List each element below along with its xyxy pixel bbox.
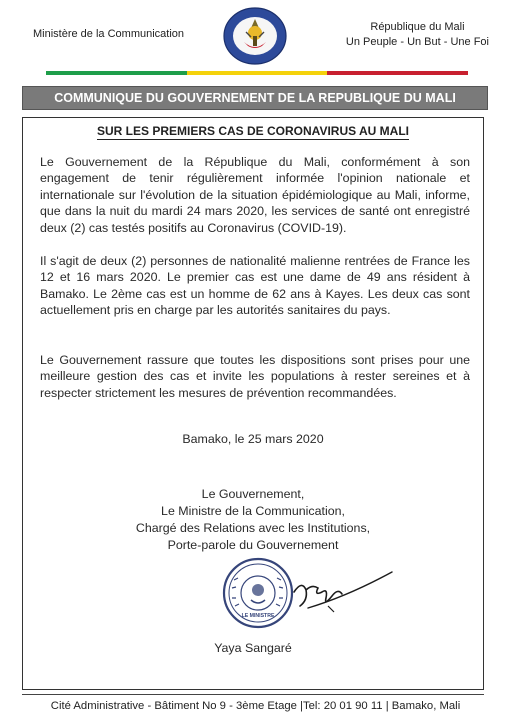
communique-subject	[23, 124, 483, 138]
paragraph-1: Le Gouvernement de la République du Mali, conformément à son engagement de tenir régulièrement informée l'opinion nationale et internationale sur l'évolution de la situation épidémiologique au Mali, informe, que dans la nuit du mardi 24 mars 2020, les services de santé ont enregistré deux (2) cas testés positifs au Coronavirus (COVID-19).	[40, 155, 470, 235]
flag-green	[46, 71, 187, 75]
flag-red	[327, 71, 468, 75]
dateline: Bamako, le 25 mars 2020	[182, 432, 324, 446]
footer-divider	[22, 694, 484, 695]
national-motto: Un Peuple - Un But - Une Foi	[345, 36, 489, 48]
stamp-text: LE MINISTRE	[241, 613, 275, 619]
signer-name: Yaya Sangaré	[214, 641, 292, 655]
ministry-name: Ministère de la Communication	[33, 28, 185, 40]
signatory-titles	[23, 486, 483, 554]
coat-of-arms-seal-icon	[222, 6, 288, 66]
paragraph-3: Le Gouvernement rassure que toutes les dispositions sont prises pour une meilleure gestion des cas et invite les populations à rester sereines et à respecter strictement les mesures de prévention recommandées.	[40, 353, 470, 400]
footer-address: Cité Administrative - Bâtiment No 9 - 3ème Etage |Tel: 20 01 90 11 | Bamako, Mali	[50, 700, 461, 712]
communique-frame	[22, 117, 484, 690]
official-stamp-icon	[221, 556, 295, 630]
republic-heading	[346, 20, 489, 50]
flag-stripe	[46, 71, 468, 75]
handwritten-signature-icon	[288, 566, 398, 626]
paragraph-2: Il s'agit de deux (2) personnes de nationalité malienne rentrées de France les 12 et 16 mars 2020. Le premier cas est une dame de 49 ans résident à Bamako. Le 2ème cas est un homme de 62 ans à Kayes. Les deux cas sont actuellement pris en charge par les autorités sanitaires du pays.	[40, 254, 470, 318]
republic-name: République du Mali	[370, 21, 465, 33]
letterhead	[0, 0, 511, 70]
subject-text: SUR LES PREMIERS CAS DE CORONAVIRUS AU MALI	[96, 124, 410, 138]
signatory-line: Le Ministre de la Communication,	[161, 504, 345, 518]
signatory-line: Porte-parole du Gouvernement	[167, 538, 339, 552]
flag-yellow	[187, 71, 328, 75]
communique-banner: COMMUNIQUE DU GOUVERNEMENT DE LA REPUBLIQUE DU MALI	[22, 86, 488, 110]
signatory-line: Chargé des Relations avec les Institutions,	[135, 521, 371, 535]
signatory-line: Le Gouvernement,	[201, 487, 305, 501]
